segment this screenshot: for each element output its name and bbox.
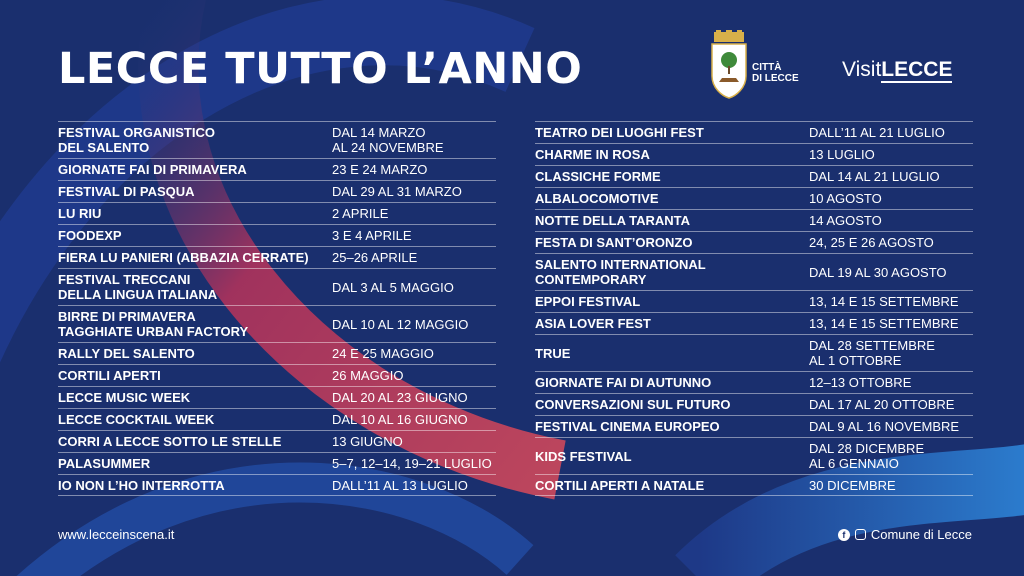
event-date: DAL 17 AL 20 OTTOBRE xyxy=(809,397,955,412)
event-row xyxy=(535,474,973,496)
event-name: RALLY DEL SALENTO xyxy=(58,346,195,361)
event-name: FESTA DI SANT’ORONZO xyxy=(535,235,693,250)
event-date: DAL 10 AL 16 GIUGNO xyxy=(332,412,468,427)
event-name: FESTIVAL CINEMA EUROPEO xyxy=(535,419,720,434)
event-date: DAL 10 AL 12 MAGGIO xyxy=(332,316,469,332)
event-date: 13 GIUGNO xyxy=(332,434,403,449)
event-row xyxy=(58,430,496,452)
event-date: DALL’11 AL 13 LUGLIO xyxy=(332,477,468,493)
event-date: DAL 20 AL 23 GIUGNO xyxy=(332,390,468,405)
event-row xyxy=(58,246,496,268)
event-name: NOTTE DELLA TARANTA xyxy=(535,213,691,228)
visit-prefix: Visit xyxy=(842,58,882,81)
event-date: 26 MAGGIO xyxy=(332,368,404,383)
event-row xyxy=(535,290,973,312)
event-date: DAL 28 DICEMBRE AL 6 GENNAIO xyxy=(809,441,925,471)
event-row xyxy=(58,202,496,224)
facebook-icon[interactable]: f xyxy=(838,529,850,541)
event-row xyxy=(58,305,496,342)
event-name: FIERA LU PANIERI (ABBAZIA CERRATE) xyxy=(58,250,309,265)
event-row xyxy=(58,364,496,386)
event-row xyxy=(58,408,496,430)
event-date: 12–13 OTTOBRE xyxy=(809,375,912,390)
event-date: 13, 14 E 15 SETTEMBRE xyxy=(809,294,959,309)
event-row xyxy=(535,209,973,231)
event-date: 13, 14 E 15 SETTEMBRE xyxy=(809,316,959,331)
event-date: 2 APRILE xyxy=(332,206,389,221)
event-name: CORRI A LECCE SOTTO LE STELLE xyxy=(58,434,282,449)
event-row xyxy=(535,371,973,393)
event-row xyxy=(535,393,973,415)
event-name: TRUE xyxy=(535,345,571,361)
event-date: DAL 3 AL 5 MAGGIO xyxy=(332,279,454,295)
event-row xyxy=(58,224,496,246)
event-date: 14 AGOSTO xyxy=(809,213,882,228)
event-date: DAL 19 AL 30 AGOSTO xyxy=(809,264,947,280)
event-row xyxy=(535,231,973,253)
event-row xyxy=(58,386,496,408)
visit-name: LECCE xyxy=(881,58,953,81)
event-row xyxy=(58,452,496,474)
event-name: GIORNATE FAI DI PRIMAVERA xyxy=(58,162,247,177)
event-date: DAL 14 MARZO AL 24 NOVEMBRE xyxy=(332,125,444,155)
event-name: FESTIVAL ORGANISTICO DEL SALENTO xyxy=(58,125,215,155)
events-right-column xyxy=(535,121,973,496)
event-date: 25–26 APRILE xyxy=(332,250,418,265)
event-name: FESTIVAL TRECCANI DELLA LINGUA ITALIANA xyxy=(58,272,218,302)
event-row xyxy=(58,342,496,364)
event-name: KIDS FESTIVAL xyxy=(535,448,632,464)
event-name: GIORNATE FAI DI AUTUNNO xyxy=(535,375,712,390)
event-date: DALL’11 AL 21 LUGLIO xyxy=(809,125,945,140)
city-crest-icon xyxy=(708,30,750,100)
event-date: DAL 29 AL 31 MARZO xyxy=(332,184,462,199)
event-name: SALENTO INTERNATIONAL CONTEMPORARY xyxy=(535,257,706,287)
event-name: CHARME IN ROSA xyxy=(535,147,650,162)
website-link[interactable]: www.lecceinscena.it xyxy=(58,527,175,542)
event-row xyxy=(535,187,973,209)
social-footer xyxy=(838,527,972,542)
event-name: ALBALOCOMOTIVE xyxy=(535,191,659,206)
event-name: LECCE MUSIC WEEK xyxy=(58,390,191,405)
event-date: 23 E 24 MARZO xyxy=(332,162,428,177)
event-row xyxy=(58,268,496,305)
event-name: LECCE COCKTAIL WEEK xyxy=(58,412,215,427)
event-row xyxy=(535,121,973,143)
event-date: 10 AGOSTO xyxy=(809,191,882,206)
visit-lecce-logo xyxy=(842,58,952,82)
event-row xyxy=(535,312,973,334)
event-date: DAL 28 SETTEMBRE AL 1 OTTOBRE xyxy=(809,338,935,368)
event-date: DAL 14 AL 21 LUGLIO xyxy=(809,169,940,184)
event-name: EPPOI FESTIVAL xyxy=(535,294,641,309)
city-label: CITTÀ DI LECCE xyxy=(752,62,799,84)
event-row xyxy=(58,474,496,496)
event-row xyxy=(535,253,973,290)
event-row xyxy=(535,143,973,165)
event-name: CLASSICHE FORME xyxy=(535,169,661,184)
social-label: Comune di Lecce xyxy=(870,527,972,542)
event-name: LU RIU xyxy=(58,206,102,221)
event-name: CORTILI APERTI A NATALE xyxy=(535,477,705,493)
event-name: TEATRO DEI LUOGHI FEST xyxy=(535,125,704,140)
event-date: 13 LUGLIO xyxy=(809,147,875,162)
event-date: 24 E 25 MAGGIO xyxy=(332,346,434,361)
event-name: CONVERSAZIONI SUL FUTURO xyxy=(535,397,731,412)
event-name: ASIA LOVER FEST xyxy=(535,316,651,331)
event-date: DAL 9 AL 16 NOVEMBRE xyxy=(809,419,960,434)
event-row xyxy=(535,165,973,187)
event-name: PALASUMMER xyxy=(58,456,151,471)
event-name: CORTILI APERTI xyxy=(58,368,161,383)
event-row xyxy=(58,121,496,158)
event-row xyxy=(535,334,973,371)
event-name: BIRRE DI PRIMAVERA TAGGHIATE URBAN FACTORY xyxy=(58,309,249,339)
events-left-column xyxy=(58,121,496,496)
event-row xyxy=(58,158,496,180)
event-date: 30 DICEMBRE xyxy=(809,477,896,493)
event-row xyxy=(535,415,973,437)
event-date: 24, 25 E 26 AGOSTO xyxy=(809,235,934,250)
event-name: FESTIVAL DI PASQUA xyxy=(58,184,195,199)
page-title: LECCE TUTTO L’ANNO xyxy=(58,44,583,94)
instagram-icon[interactable] xyxy=(855,529,866,540)
event-name: FOODEXP xyxy=(58,228,122,243)
event-name: IO NON L’HO INTERROTTA xyxy=(58,477,225,493)
event-date: 5–7, 12–14, 19–21 LUGLIO xyxy=(332,456,492,471)
event-row xyxy=(58,180,496,202)
event-row xyxy=(535,437,973,474)
event-date: 3 E 4 APRILE xyxy=(332,228,412,243)
